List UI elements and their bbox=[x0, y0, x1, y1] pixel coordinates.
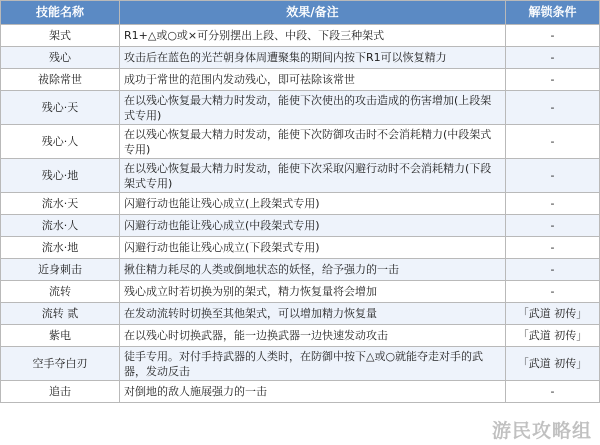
skill-desc: 闪避行动也能让残心成立(上段架式专用) bbox=[120, 193, 506, 215]
table-row bbox=[1, 281, 600, 303]
skill-desc: 揪住精力耗尽的人类或倒地状态的妖怪，给予强力的一击 bbox=[120, 259, 506, 281]
table-row bbox=[1, 303, 600, 325]
skill-name: 空手夺白刃 bbox=[1, 347, 120, 381]
table-row bbox=[1, 347, 600, 381]
skill-desc: 在发动流转时切换至其他架式，可以增加精力恢复量 bbox=[120, 303, 506, 325]
skill-cond: - bbox=[506, 125, 600, 159]
skill-name: 残心·天 bbox=[1, 91, 120, 125]
table-row bbox=[1, 215, 600, 237]
skill-cond: - bbox=[506, 193, 600, 215]
skill-name: 流水·地 bbox=[1, 237, 120, 259]
skill-cond: 「武道 初传」 bbox=[506, 347, 600, 381]
skill-name: 流转 贰 bbox=[1, 303, 120, 325]
skill-name: 流水·天 bbox=[1, 193, 120, 215]
skill-desc: 徒手专用。对付手持武器的人类时，在防御中按下△或○就能夺走对手的武器，发动反击 bbox=[120, 347, 506, 381]
watermark-logo: 游民攻略组 bbox=[491, 420, 592, 442]
skill-cond: - bbox=[506, 259, 600, 281]
skill-cond: - bbox=[506, 69, 600, 91]
table-row bbox=[1, 69, 600, 91]
skill-name: 近身刺击 bbox=[1, 259, 120, 281]
table-row bbox=[1, 237, 600, 259]
table-row bbox=[1, 47, 600, 69]
skill-cond: - bbox=[506, 237, 600, 259]
skill-cond: 「武道 初传」 bbox=[506, 325, 600, 347]
skill-name: 残心 bbox=[1, 47, 120, 69]
skill-desc: R1+△或○或×可分别摆出上段、中段、下段三种架式 bbox=[120, 25, 506, 47]
skill-name: 祓除常世 bbox=[1, 69, 120, 91]
skill-desc: 对倒地的敌人施展强力的一击 bbox=[120, 381, 506, 403]
skill-name: 流水·人 bbox=[1, 215, 120, 237]
table-row bbox=[1, 25, 600, 47]
skill-name: 追击 bbox=[1, 381, 120, 403]
skill-desc: 闪避行动也能让残心成立(中段架式专用) bbox=[120, 215, 506, 237]
header-unlock-condition: 解锁条件 bbox=[506, 1, 600, 25]
skill-desc: 在以残心恢复最大精力时发动，能使下次采取闪避行动时不会消耗精力(下段架式专用) bbox=[120, 159, 506, 193]
skill-name: 紫电 bbox=[1, 325, 120, 347]
skill-name: 架式 bbox=[1, 25, 120, 47]
skill-name: 残心·地 bbox=[1, 159, 120, 193]
skill-cond: - bbox=[506, 159, 600, 193]
skill-name: 残心·人 bbox=[1, 125, 120, 159]
header-skill-name: 技能名称 bbox=[1, 1, 120, 25]
table-row bbox=[1, 325, 600, 347]
table-row bbox=[1, 381, 600, 403]
skill-desc: 成功于常世的范围内发动残心，即可祛除该常世 bbox=[120, 69, 506, 91]
header-effect-notes: 效果/备注 bbox=[120, 1, 506, 25]
skill-cond: - bbox=[506, 215, 600, 237]
skill-cond: - bbox=[506, 91, 600, 125]
skill-desc: 闪避行动也能让残心成立(下段架式专用) bbox=[120, 237, 506, 259]
skill-cond: - bbox=[506, 25, 600, 47]
table-row bbox=[1, 125, 600, 159]
skill-desc: 在以残心恢复最大精力时发动，能使下次防御攻击时不会消耗精力(中段架式专用) bbox=[120, 125, 506, 159]
skill-cond: - bbox=[506, 47, 600, 69]
table-row bbox=[1, 193, 600, 215]
header-row bbox=[1, 1, 600, 25]
table-row bbox=[1, 259, 600, 281]
skill-cond: - bbox=[506, 281, 600, 303]
table-row bbox=[1, 91, 600, 125]
skill-desc: 残心成立时若切换为别的架式，精力恢复量将会增加 bbox=[120, 281, 506, 303]
skill-name: 流转 bbox=[1, 281, 120, 303]
skill-desc: 攻击后在蓝色的光芒朝身体周遭聚集的期间内按下R1可以恢复精力 bbox=[120, 47, 506, 69]
skill-cond: 「武道 初传」 bbox=[506, 303, 600, 325]
skill-cond: - bbox=[506, 381, 600, 403]
skill-desc: 在以残心时切换武器，能一边换武器一边快速发动攻击 bbox=[120, 325, 506, 347]
skill-desc: 在以残心恢复最大精力时发动，能使下次使出的攻击造成的伤害增加(上段架式专用) bbox=[120, 91, 506, 125]
table-row bbox=[1, 159, 600, 193]
